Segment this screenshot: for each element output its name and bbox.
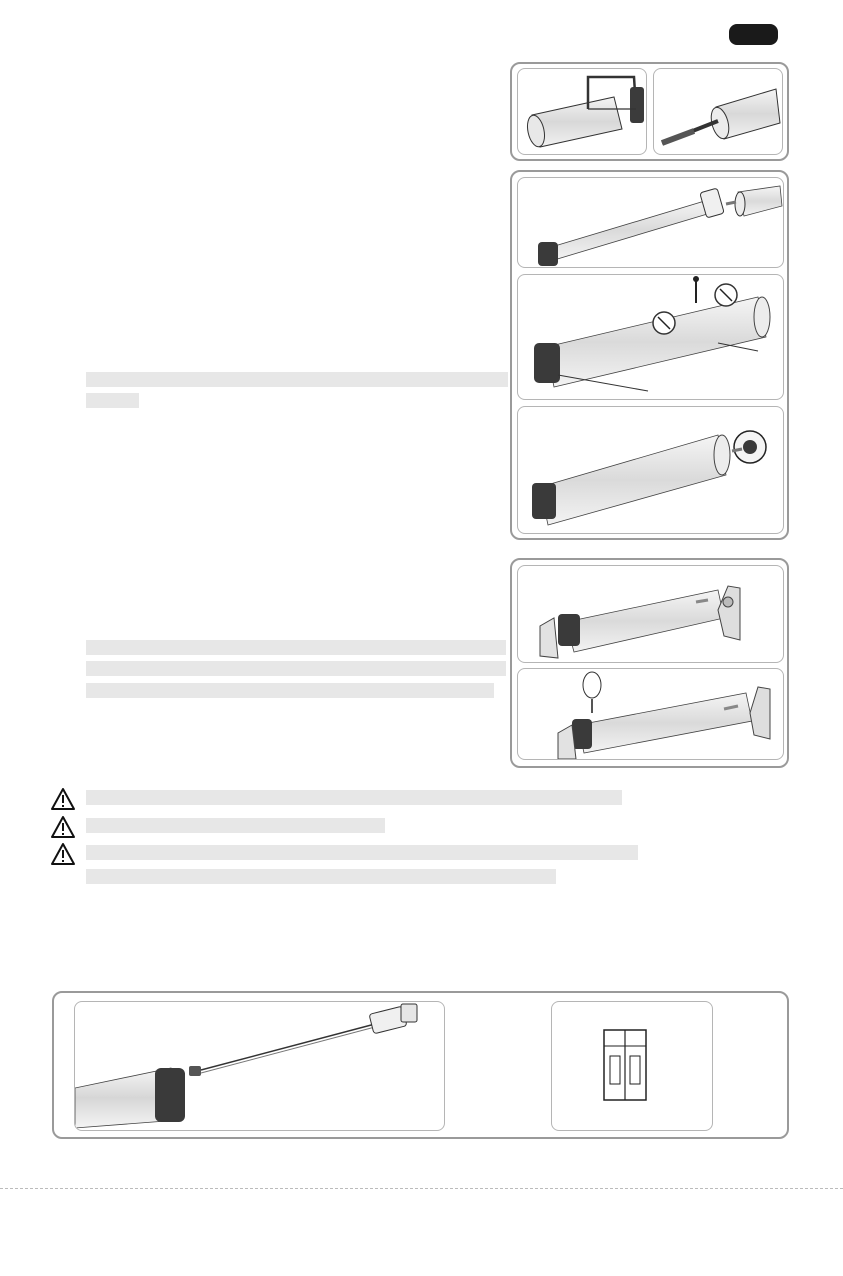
figure-panel-assembly (510, 170, 789, 540)
figure-mount-brackets (517, 565, 784, 663)
figure-panel-cutting (510, 62, 789, 161)
text-line (86, 372, 508, 387)
figure-secure-head (517, 668, 784, 760)
warning-text-continued (86, 869, 556, 884)
language-badge (729, 24, 778, 45)
text-line (86, 683, 494, 698)
warning-triangle-icon (50, 787, 76, 811)
figure-motor-cable (74, 1001, 445, 1131)
warning-triangle-icon (50, 815, 76, 839)
figure-panel-connection (52, 991, 789, 1139)
figure-file-deburr (653, 68, 783, 155)
page-cut-line (0, 1188, 843, 1189)
warning-text (86, 845, 638, 860)
text-line (86, 661, 506, 676)
warning-text (86, 818, 385, 833)
text-line (86, 640, 506, 655)
figure-terminal-block (551, 1001, 713, 1131)
figure-insert-motor (517, 177, 784, 268)
figure-screw-tube (517, 274, 784, 400)
figure-hacksaw-cut (517, 68, 647, 155)
figure-fit-end-cap (517, 406, 784, 534)
figure-panel-mounting (510, 558, 789, 768)
text-line (86, 393, 139, 408)
warning-text (86, 790, 622, 805)
warning-triangle-icon (50, 842, 76, 866)
